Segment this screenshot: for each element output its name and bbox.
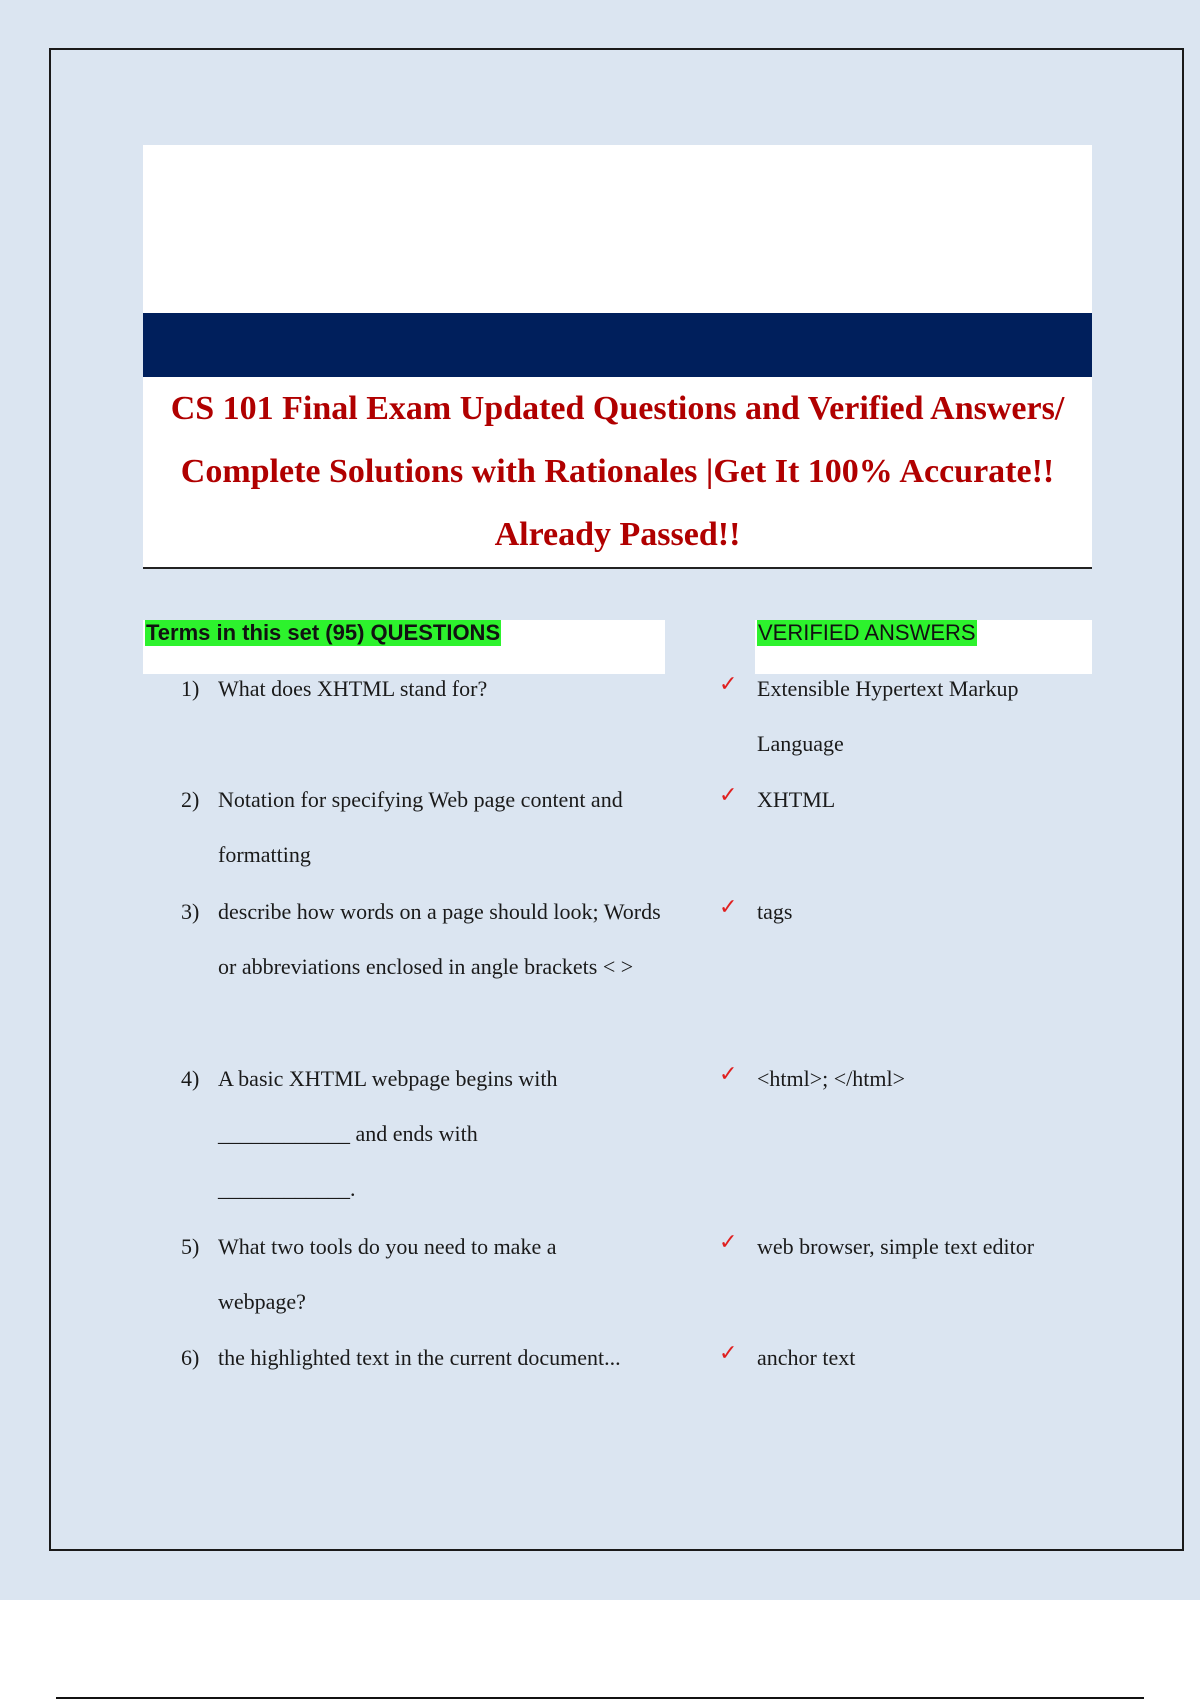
question-text: Notation for specifying Web page content and formatting [218,787,623,867]
answers-header-label: VERIFIED ANSWERS [758,620,976,645]
header-banner [143,313,1092,377]
question-text: the highlighted text in the current document... [218,1345,621,1370]
answer-text: <html>; </html> [757,1066,906,1091]
answer-text: anchor text [757,1345,856,1370]
question-text: describe how words on a page should look; Words or abbreviations enclosed in angle brackets < > [218,899,661,979]
checkmark-icon: ✓ [719,1230,738,1255]
question-text: What two tools do you need to make a webpage? [218,1234,557,1314]
questions-header-label: Terms in this set (95) QUESTIONS [146,620,501,645]
checkmark-icon: ✓ [719,783,738,808]
question-number: 2) [181,787,200,812]
question-number: 4) [181,1066,200,1091]
answer-text: web browser, simple text editor [757,1234,1035,1259]
checkmark-icon: ✓ [719,1062,738,1087]
checkmark-icon: ✓ [719,1341,738,1366]
question-number: 1) [181,676,200,701]
question-text: What does XHTML stand for? [218,676,488,701]
footer-rule [56,1697,1144,1699]
question-text: A basic XHTML webpage begins with ____________ and ends with ____________. [218,1066,558,1201]
answer-text: tags [757,899,793,924]
answer-text: XHTML [757,787,836,812]
checkmark-icon: ✓ [719,672,738,697]
question-number: 5) [181,1234,200,1259]
document-title: CS 101 Final Exam Updated Questions and Verified Answers/ Complete Solutions with Rationales |Get It 100% Accurate!! Already Passed!! [170,390,1065,553]
question-number: 6) [181,1345,200,1370]
question-number: 3) [181,899,200,924]
answer-text: Extensible Hypertext Markup Language [757,676,1019,756]
title-card [143,145,1092,569]
checkmark-icon: ✓ [719,895,738,920]
